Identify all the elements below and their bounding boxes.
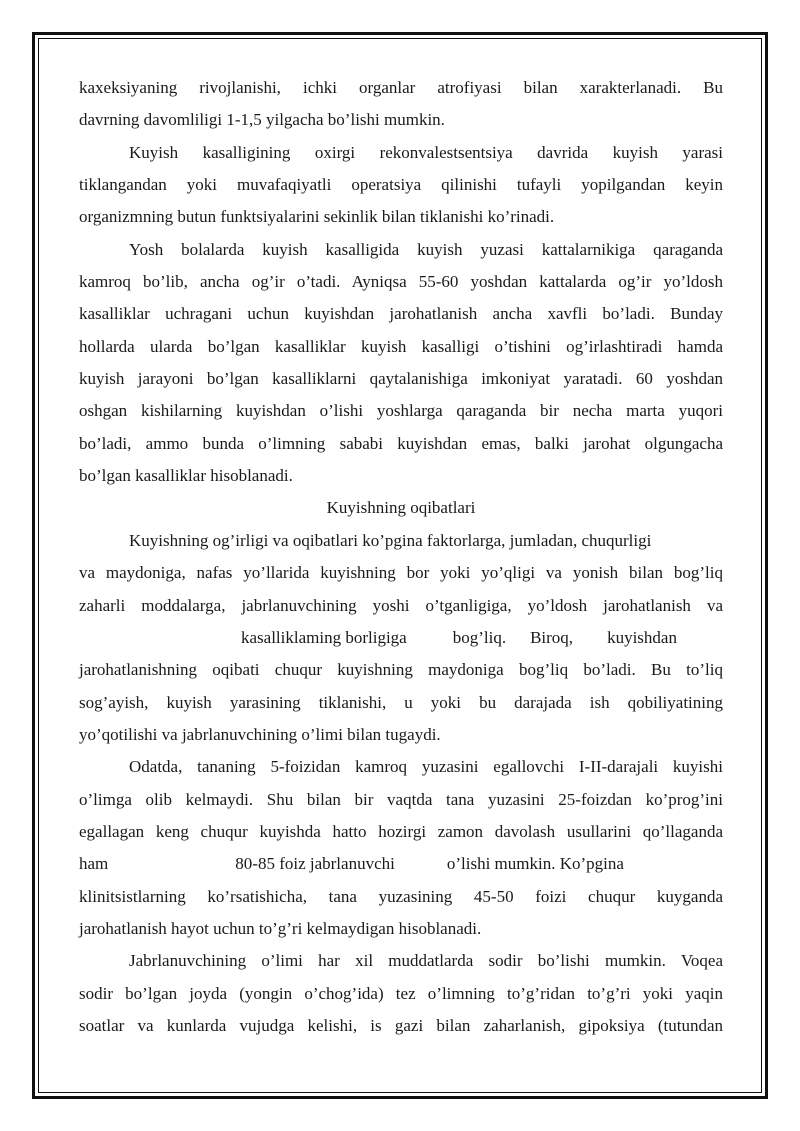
text-line: kamroq bo’lib, ancha og’ir o’tadi. Ayniqsa 55-60 yoshdan kattalarda og’ir yo’ldosh	[79, 272, 723, 292]
text-line: o’limga olib kelmaydi. Shu bilan bir vaqtda tana yuzasini 25-foizdan ko’prog’ini	[79, 789, 723, 809]
paragraph-start: Jabrlanuvchining o’limi har xil muddatlarda sodir bo’lishi mumkin. Voqea	[129, 951, 723, 971]
text-line: davrning davomliligi 1-1,5 yilgacha bo’lishi mumkin.	[79, 110, 445, 130]
text-line: zaharli moddalarga, jabrlanuvchining yoshi o’tganligiga, yo’ldosh jarohatlanish va	[79, 595, 723, 615]
section-heading: Kuyishning oqibatlari	[326, 498, 476, 518]
text-line-spaced	[79, 848, 723, 880]
text-line: kasalliklar uchragani uchun kuyishdan jarohatlanish ancha xavfli bo’ladi. Bunday	[79, 304, 723, 324]
text-line: hollarda ularda bo’lgan kasalliklar kuyish kasalligi o’tishini og’irlashtiradi hamda	[79, 336, 723, 356]
text-line-spaced	[79, 622, 723, 654]
document-body	[79, 72, 723, 1042]
text-fragment: ham	[79, 854, 109, 874]
text-line: jarohatlanish hayot uchun to’g’ri kelmaydigan hisoblanadi.	[79, 918, 482, 938]
text-fragment: bog’liq.	[452, 627, 507, 647]
text-line: bo’ladi, ammo bunda o’limning sababi kuyishdan emas, balki jarohat olgungacha	[79, 433, 723, 453]
paragraph-start: Yosh bolalarda kuyish kasalligida kuyish yuzasi kattalarnikiga qaraganda	[129, 239, 723, 259]
text-line: jarohatlanishning oqibati chuqur kuyishning maydoniga bog’liq bo’ladi. Bu to’liq	[79, 660, 723, 680]
paragraph-start: Kuyishning og’irligi va oqibatlari ko’pgina faktorlarga, jumladan, chuqurligi	[129, 530, 652, 550]
text-line: soatlar va kunlarda vujudga kelishi, is gazi bilan zaharlanish, gipoksiya (tutundan	[79, 1015, 723, 1035]
text-fragment: kuyishdan	[607, 627, 677, 647]
text-fragment: kasalliklaming borligiga	[241, 627, 407, 647]
text-line: oshgan kishilarning kuyishdan o’lishi yoshlarga qaraganda bir necha marta yuqori	[79, 401, 723, 421]
text-line: yo’qotilishi va jabrlanuvchining o’limi bilan tugaydi.	[79, 724, 441, 744]
text-line: sog’ayish, kuyish yarasining tiklanishi, u yoki bu darajada ish qobiliyatining	[79, 692, 723, 712]
text-line: egallagan keng chuqur kuyishda hatto hozirgi zamon davolash usullarini qo’llaganda	[79, 821, 723, 841]
text-line: tiklangandan yoki muvafaqiyatli operatsiya qilinishi tufayli yopilgandan keyin	[79, 175, 723, 195]
text-fragment: o’lishi mumkin. Ko’pgina	[446, 854, 624, 874]
text-line: va maydoniga, nafas yo’llarida kuyishning bor yoki yo’qligi va yonish bilan bog’liq	[79, 563, 723, 583]
text-line: kuyish jarayoni bo’lgan kasalliklarni qaytalanishiga imkoniyat yaratadi. 60 yoshdan	[79, 369, 723, 389]
text-line: sodir bo’lgan joyda (yongin o’chog’ida) tez o’limning to’g’ridan to’g’ri yoki yaqin	[79, 983, 723, 1003]
text-fragment: 80-85 foiz jabrlanuvchi	[235, 854, 395, 874]
paragraph-start: Kuyish kasalligining oxirgi rekonvalestsentsiya davrida kuyish yarasi	[129, 142, 723, 162]
text-line: klinitsistlarning ko’rsatishicha, tana yuzasining 45-50 foizi chuqur kuyganda	[79, 886, 723, 906]
text-fragment: Biroq,	[530, 627, 574, 647]
paragraph-start: Odatda, tananing 5-foizidan kamroq yuzasini egallovchi I-II-darajali kuyishi	[129, 757, 723, 777]
text-line: kaxeksiyaning rivojlanishi, ichki organlar atrofiyasi bilan xarakterlanadi. Bu	[79, 78, 723, 97]
text-line: bo’lgan kasalliklar hisoblanadi.	[79, 466, 293, 486]
text-line: organizmning butun funktsiyalarini sekinlik bilan tiklanishi ko’rinadi.	[79, 207, 555, 227]
